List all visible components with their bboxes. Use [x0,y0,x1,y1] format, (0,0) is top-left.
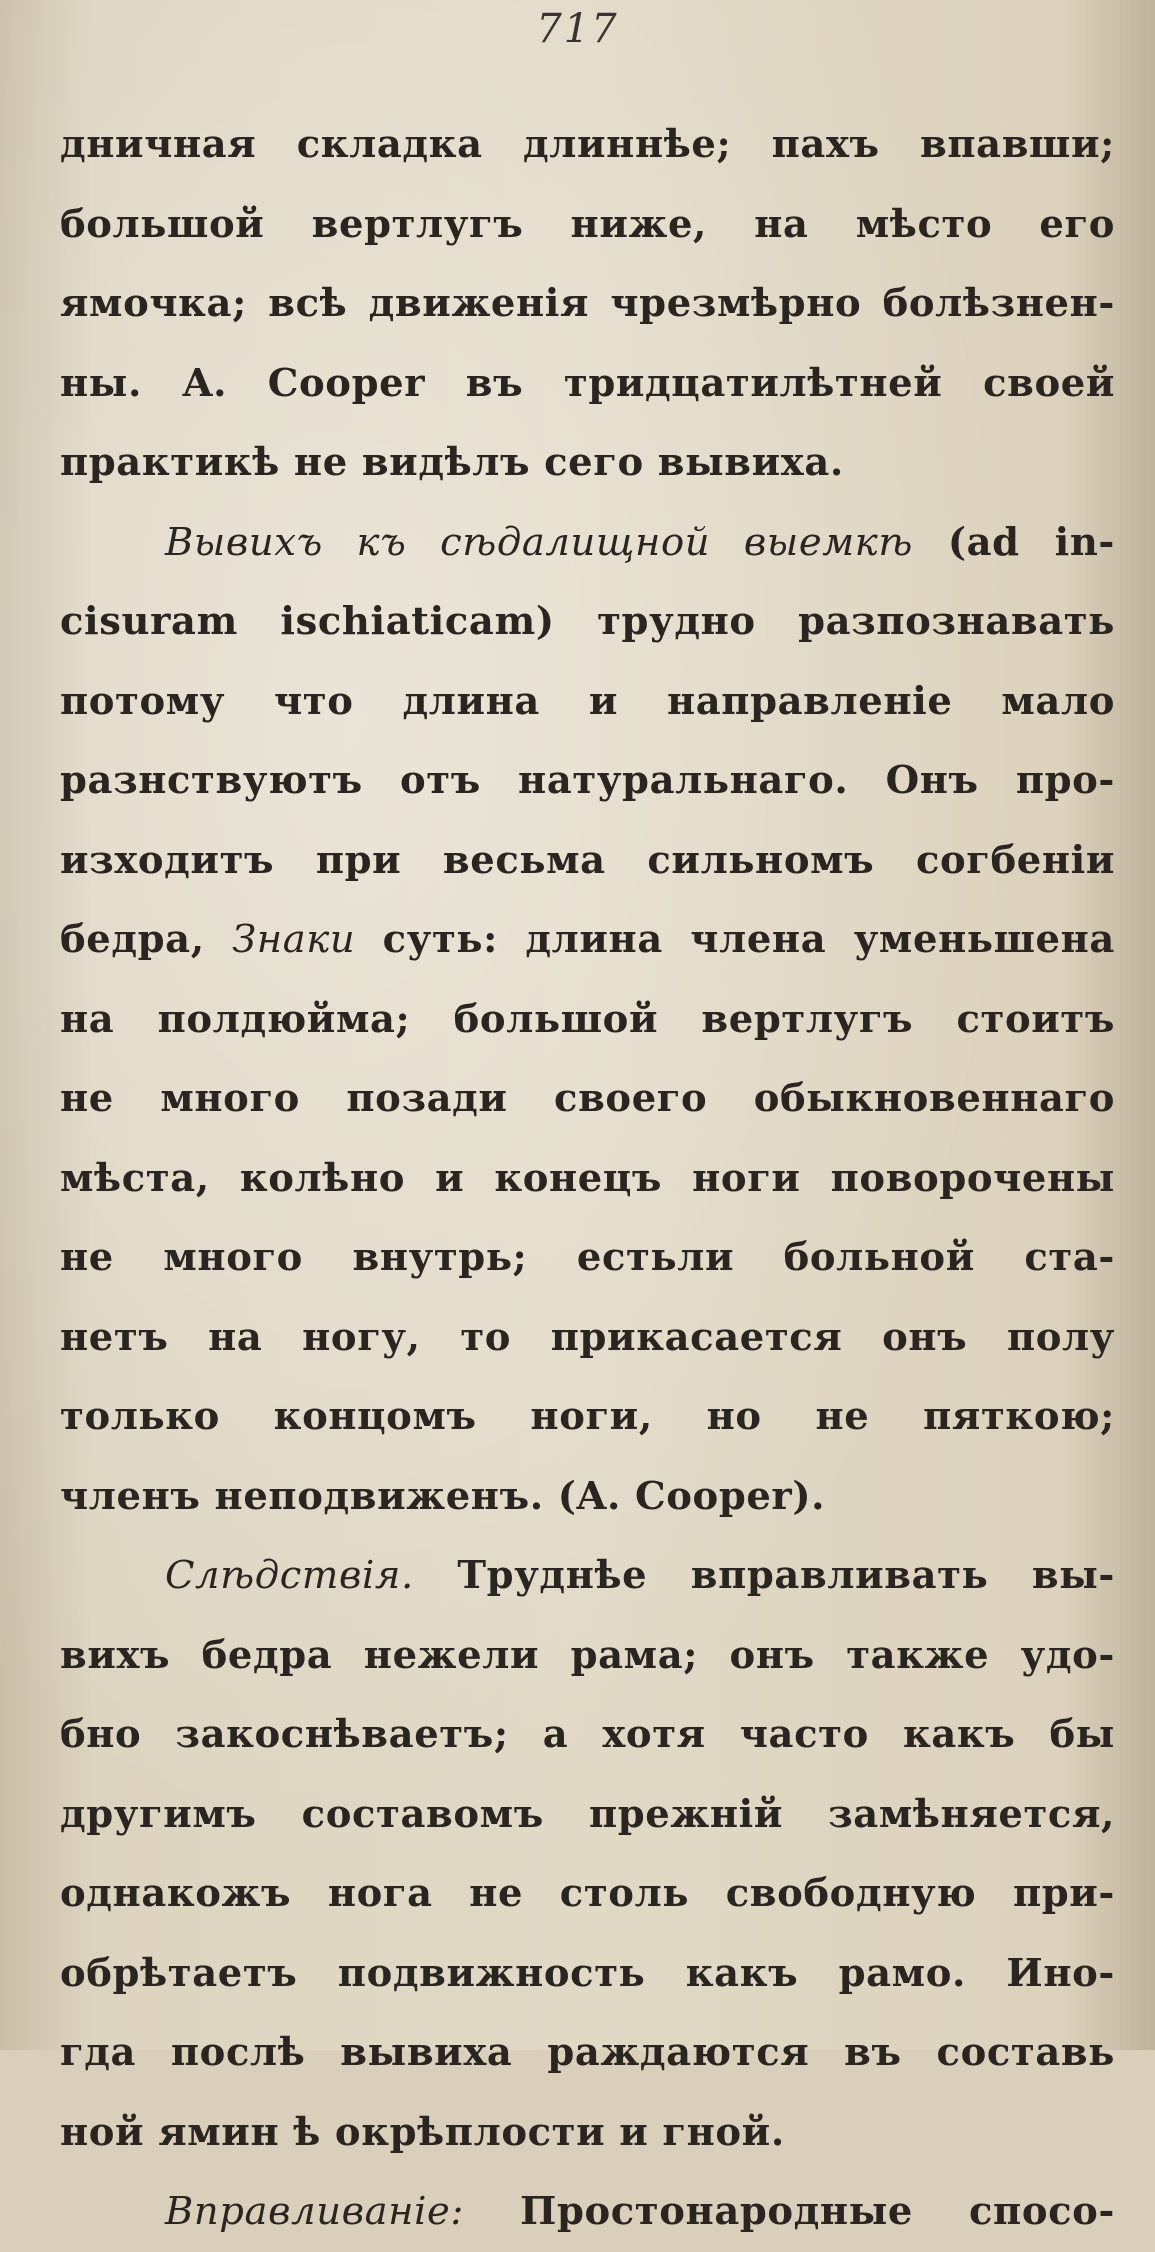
text-line: большой вертлугъ ниже, на мѣсто его [60,201,1115,247]
text-line: членъ неподвиженъ. (A. Cooper). [60,1473,826,1519]
body-text [60,105,1115,2252]
text-line: практикѣ не видѣлъ сего вывиха. [60,440,844,485]
text-line: другимъ составомъ прежній замѣняется, [60,1791,1115,1837]
paragraph-start-line: Слѣдствія. Труднѣе вправливать вы- [165,1553,1115,1598]
text-line: ны. A. Cooper въ тридцатилѣтней своей [60,360,1115,406]
paragraph-start-line: Вправливаніе: Простонародные спосо- [165,2189,1115,2234]
text-line: только концомъ ноги, но не пяткою; [60,1394,1115,1439]
text-line: потому что длина и направленіе мало [60,678,1115,724]
text-line: однакожъ нога не столь свободную при- [60,1871,1115,1916]
text-line: не много позади своего обыкновеннаго [60,1076,1115,1121]
text-line: разнствуютъ отъ натуральнаго. Онъ про- [60,758,1115,803]
text-line: дничная складка длиннѣе; пахъ впавши; [60,122,1115,167]
text-line: бедра, Знаки суть: длина члена уменьшена [60,917,1115,962]
text-line: на полдюйма; большой вертлугъ стоитъ [60,996,1115,1042]
text-line: мѣста, колѣно и конецъ ноги поворочены [60,1155,1115,1201]
text-line: обрѣтаетъ подвижность какъ рамо. Ино- [60,1950,1115,1996]
text-line: нетъ на ногу, то прикасается онъ полу [60,1314,1115,1360]
text-line: ямочка; всѣ движенія чрезмѣрно болѣзнен- [60,281,1115,326]
text-line: изходитъ при весьма сильномъ согбеніи [60,837,1115,883]
text-line: бно закоснѣваетъ; а хотя часто какъ бы [60,1712,1115,1757]
paragraph-start-line: Вывихъ къ сѣдалищной выемкѣ (ad in- [165,519,1115,565]
page-number: 717 [536,6,619,52]
text-line: ной ямин ѣ окрѣплости и гной. [60,2109,785,2155]
text-line: гда послѣ вывиха раждаются въ составь [60,2030,1115,2075]
text-line: cisuram ischiaticam) трудно разпознавать [60,599,1115,644]
text-line: вихъ бедра нежели рама; онъ также удо- [60,1632,1115,1678]
text-line: не много внутрь; естьли больной ста- [60,1235,1115,1280]
